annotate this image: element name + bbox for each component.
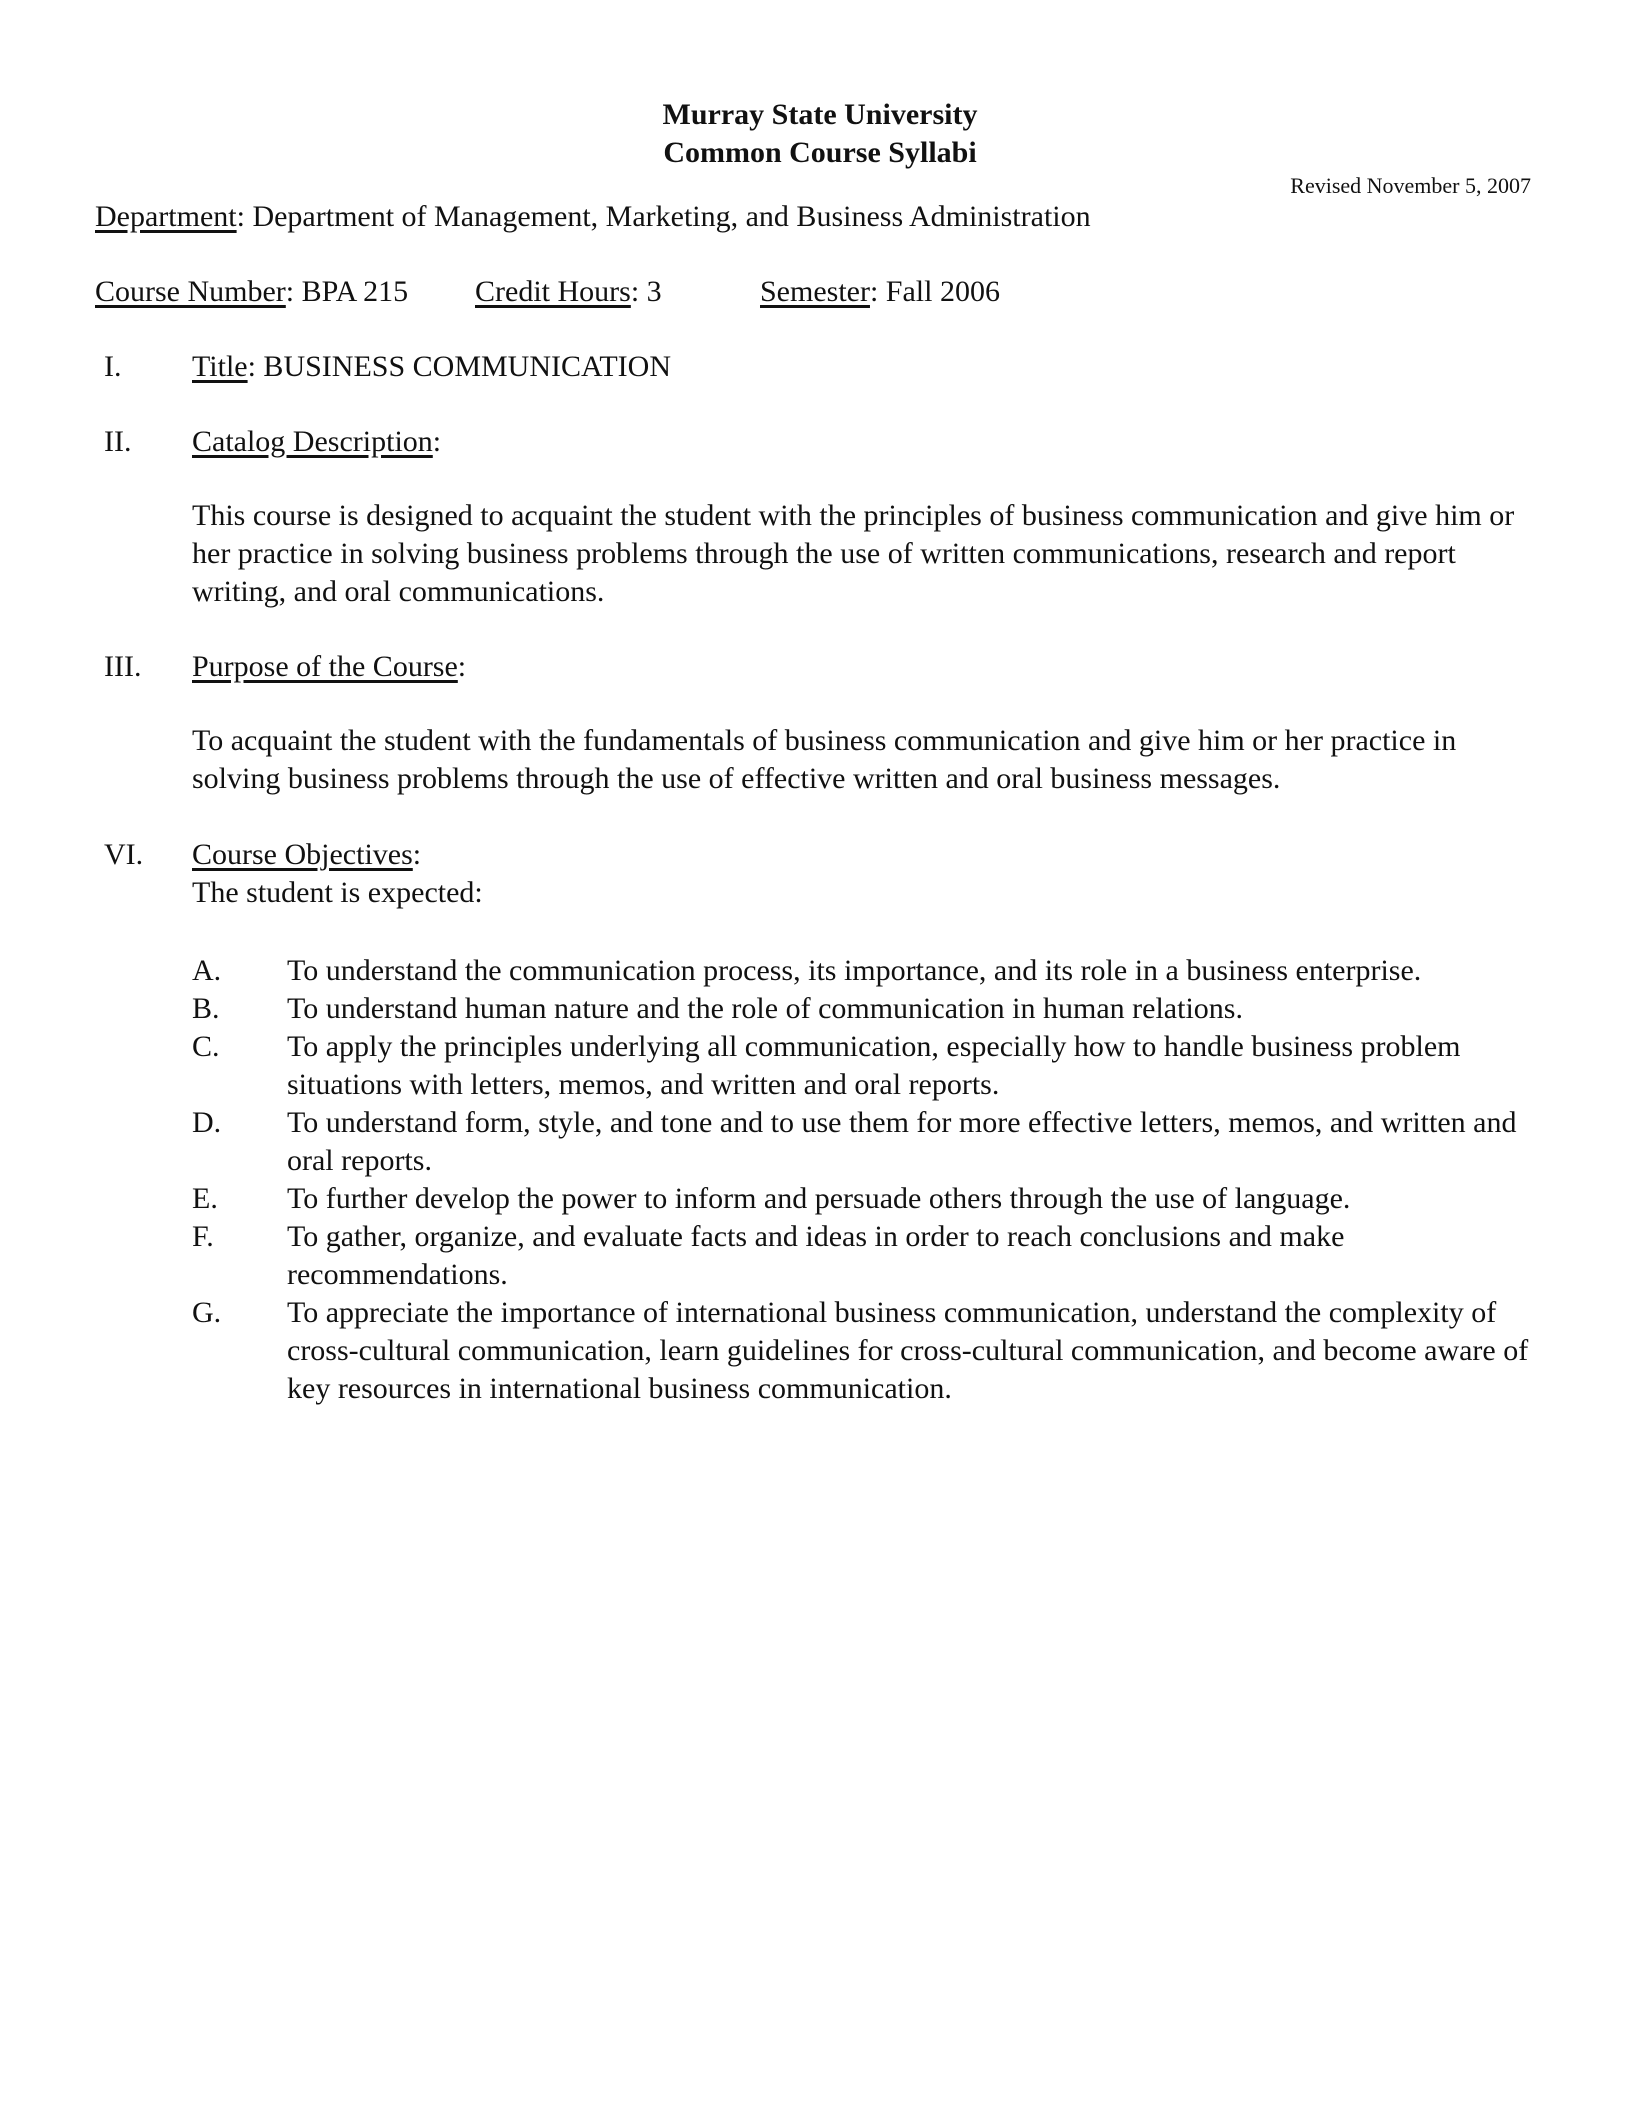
objective-letter: E. — [192, 1182, 218, 1215]
objective-text: To understand form, style, and tone and to use them for more effective letters, memos, and written and oral reports. — [287, 1106, 1517, 1177]
objective-text: To understand human nature and the role of communication in human relations. — [287, 992, 1243, 1025]
section-objectives-heading — [192, 836, 421, 874]
objective-text: To gather, organize, and evaluate facts and ideas in order to reach conclusions and make recommendations. — [287, 1220, 1345, 1291]
objective-text: To apply the principles underlying all communication, especially how to handle business problem situations with letters, memos, and written and oral reports. — [287, 1030, 1461, 1101]
objective-letter: B. — [192, 992, 220, 1025]
catalog-colon: : — [432, 425, 442, 458]
course-number — [95, 273, 408, 311]
objectives-intro: The student is expected: — [192, 876, 483, 909]
objective-letter: A. — [192, 954, 222, 987]
list-item — [192, 1218, 1532, 1294]
section-catalog-heading — [192, 423, 441, 461]
semester-label: Semester — [760, 275, 870, 308]
section-purpose-heading — [192, 648, 466, 686]
objective-letter: G. — [192, 1296, 222, 1329]
list-item — [192, 1028, 1532, 1104]
title-label: Title — [192, 350, 248, 383]
revised-date: Revised November 5, 2007 — [1290, 173, 1531, 198]
semester — [760, 273, 1000, 311]
objectives-list — [192, 952, 1532, 1408]
purpose-label: Purpose of the Course — [192, 650, 458, 683]
credit-hours-label: Credit Hours — [475, 275, 631, 308]
semester-value: : Fall 2006 — [869, 275, 1000, 308]
list-item — [192, 1294, 1532, 1408]
document-subtitle: Common Course Syllabi — [663, 136, 977, 169]
document-header — [0, 96, 1640, 172]
university-name: Murray State University — [662, 98, 978, 131]
objective-letter: C. — [192, 1030, 220, 1063]
purpose-colon: : — [457, 650, 467, 683]
catalog-description-text: This course is designed to acquaint the student with the principles of business communication and give him or her practice in solving business problems through the use of written communications, research and report writing, and oral communications. — [192, 499, 1515, 608]
purpose-text: To acquaint the student with the fundamentals of business communication and give him or her practice in solving business problems through the use of effective written and oral business messages. — [192, 724, 1457, 795]
objective-text: To appreciate the importance of international business communication, understand the complexity of cross-cultural communication, learn guidelines for cross-cultural communication, and become aware of key resources in international business communication. — [287, 1296, 1529, 1405]
course-number-label: Course Number — [95, 275, 286, 308]
list-item — [192, 990, 1532, 1028]
objective-letter: D. — [192, 1106, 222, 1139]
list-item — [192, 952, 1532, 990]
section-numeral-title: I. — [104, 350, 122, 383]
credit-hours-value: : 3 — [630, 275, 662, 308]
department-value: : Department of Management, Marketing, and Business Administration — [236, 200, 1091, 233]
list-item — [192, 1180, 1532, 1218]
list-item — [192, 1104, 1532, 1180]
objective-text: To understand the communication process, its importance, and its role in a business enterprise. — [287, 954, 1422, 987]
section-title — [192, 348, 671, 386]
department-line — [95, 198, 1091, 236]
objective-text: To further develop the power to inform and persuade others through the use of language. — [287, 1182, 1351, 1215]
title-value: : BUSINESS COMMUNICATION — [247, 350, 671, 383]
section-numeral-purpose: III. — [104, 650, 142, 683]
credit-hours — [475, 273, 662, 311]
objective-letter: F. — [192, 1220, 214, 1253]
section-numeral-catalog: II. — [104, 425, 132, 458]
objectives-label: Course Objectives — [192, 838, 413, 871]
department-label: Department — [95, 200, 237, 233]
catalog-label: Catalog Description — [192, 425, 433, 458]
course-number-value: : BPA 215 — [285, 275, 409, 308]
section-numeral-objectives: VI. — [104, 838, 144, 871]
objectives-colon: : — [412, 838, 422, 871]
